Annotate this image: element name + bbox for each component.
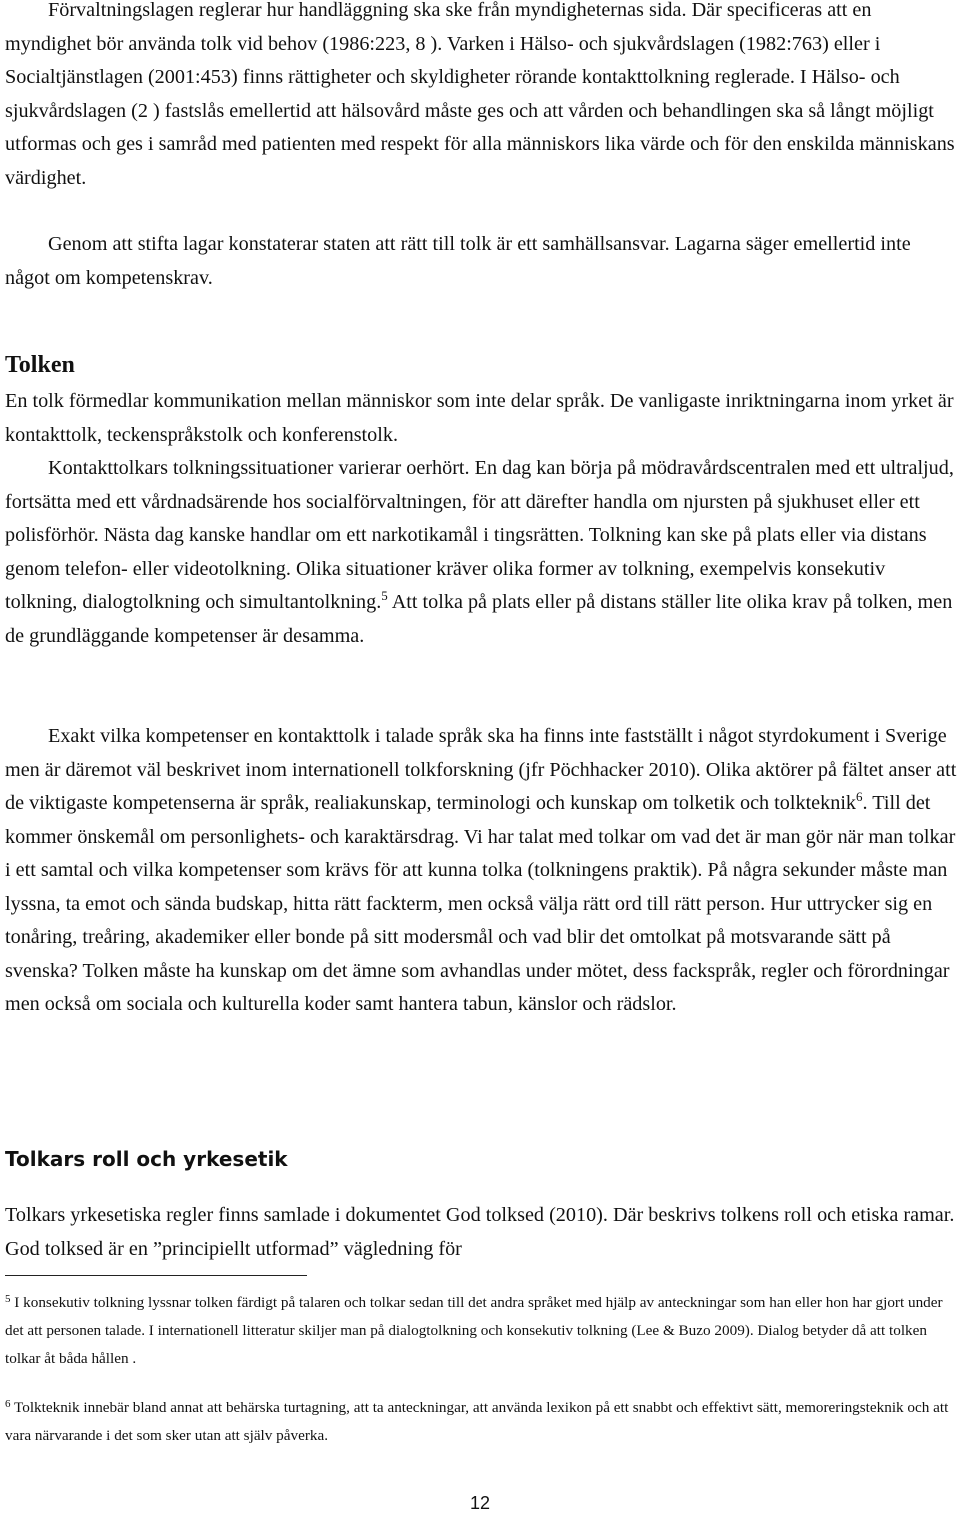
intro-paragraph-2: Genom att stifta lagar konstaterar staten att rätt till tolk är ett samhällsansvar. Lagarna säger emellertid inte något om kompetenskrav. — [5, 233, 911, 289]
footnote-6-number: 6 — [5, 1398, 11, 1410]
heading-tolkars-roll: Tolkars roll och yrkesetik — [5, 1147, 288, 1171]
tolken-p3-text-a: Exakt vilka kompetenser en kontakttolk i talade språk ska ha finns inte fastställt i något styrdokument i Sverige men är däremot väl beskrivet inom internationell tolkforskning (jfr Pöchhacker 2010). Olika aktörer på fältet anser att de viktigaste kompetenserna är språk, realiakunskap, terminologi och kunskap om tolketik och tolkteknik — [5, 725, 957, 814]
intro-text-b: Varken i Hälso- och sjukvårdslagen (1982:763) eller i Socialtjänstlagen (2001:453) finns rättigheter och skyldigheter rörande kontakttolkning reglerade. I Hälso- och sjukvårdslagen (2 ) fastslås emellertid att hälsovård måste ges och att vården och behandlingen ska så långt möjligt utformas och ges i samråd med patienten med respekt för alla människors lika värde och för den enskilda människans värdighet. — [5, 32, 955, 189]
footnote-separator — [5, 1275, 307, 1276]
tolken-p2-text-a: Kontakttolkars tolkningssituationer varierar oerhört. En dag kan börja på mödravårdscentralen med ett ultraljud, fortsätta med ett vårdnadsärende hos socialförvaltningen, för att därefter handla om njursten på sjukhuset eller ett polisförhör. Nästa dag kanske handlar om ett narkotikamål i tingsrätten. Tolkning kan ske på plats eller via distans genom telefon- eller videotolkning. Olika situationer kräver olika former av tolkning, exempelvis konsekutiv tolkning, dialogtolkning och simultantolkning. — [5, 457, 954, 613]
footnote-5 — [5, 1289, 957, 1373]
page-number: 12 — [469, 1493, 491, 1513]
footnote-5-text: I konsekutiv tolkning lyssnar tolken färdigt på talaren och tolkar sedan till det andra språket med hjälp av anteckningar som han eller hon har gjort under det att personen talade. I internationell litteratur skiljer man på dialogtolkning och konsekutiv tolkning (Lee & Buzo 2009). Dialog betyder då att tolken tolkar åt båda hållen . — [5, 1294, 943, 1367]
footnote-6 — [5, 1394, 957, 1450]
footnote-ref-6[interactable]: 6 — [856, 789, 863, 804]
intro-text-a: Förvaltningslagen reglerar hur handläggning ska ske från myndigheternas sida. Där specificeras att en myndighet bör använda tolk vid behov (1986:223, 8 ). — [5, 0, 872, 55]
roll-paragraph-1: Tolkars yrkesetiska regler finns samlade i dokumentet God tolksed (2010). Där beskrivs tolkens roll och etiska ramar. God tolksed är en ”principiellt utformad” vägledning för — [5, 1204, 955, 1260]
tolken-paragraph-2 — [5, 452, 957, 653]
heading-tolken: Tolken — [5, 352, 75, 378]
intro-paragraph-1 — [5, 0, 957, 195]
footnote-ref-5[interactable]: 5 — [381, 588, 388, 603]
tolken-paragraph-1: En tolk förmedlar kommunikation mellan människor som inte delar språk. De vanligaste inriktningarna inom yrket är kontakttolk, teckenspråkstolk och konferenstolk. — [5, 390, 954, 446]
footnote-5-number: 5 — [5, 1293, 11, 1305]
tolken-p3-text-b: . Till det kommer önskemål om personlighets- och karaktärsdrag. Vi har talat med tolkar om vad det är man gör när man tolkar i ett samtal och vilka kompetenser som krävs för att kunna tolka (tolkningens praktik). På några sekunder måste man lyssna, ta emot och sända budskap, hitta rätt fackterm, men också välja rätt ord till rätt person. Hur uttrycker sig en tonåring, treåring, akademiker eller bonde på sitt modersmål och vad blir det omtolkat på motsvarande sätt på svenska? Tolken måste ha kunskap om det ämne som avhandlas under mötet, dess fackspråk, regler och förordningar men också om sociala och kulturella koder samt hantera tabun, känslor och rädslor. — [5, 792, 956, 1015]
tolken-paragraph-3 — [5, 720, 957, 1022]
footnote-6-text: Tolkteknik innebär bland annat att behärska turtagning, att ta anteckningar, att använda lexikon på ett snabbt och effektivt sätt, memoreringsteknik och att vara närvarande i det som sker utan att själv påverka. — [5, 1399, 949, 1444]
tolken-p2-text-b: Att tolka på plats eller på distans ställer lite olika krav på tolken, men de grundläggande kompetenser är desamma. — [5, 591, 953, 647]
